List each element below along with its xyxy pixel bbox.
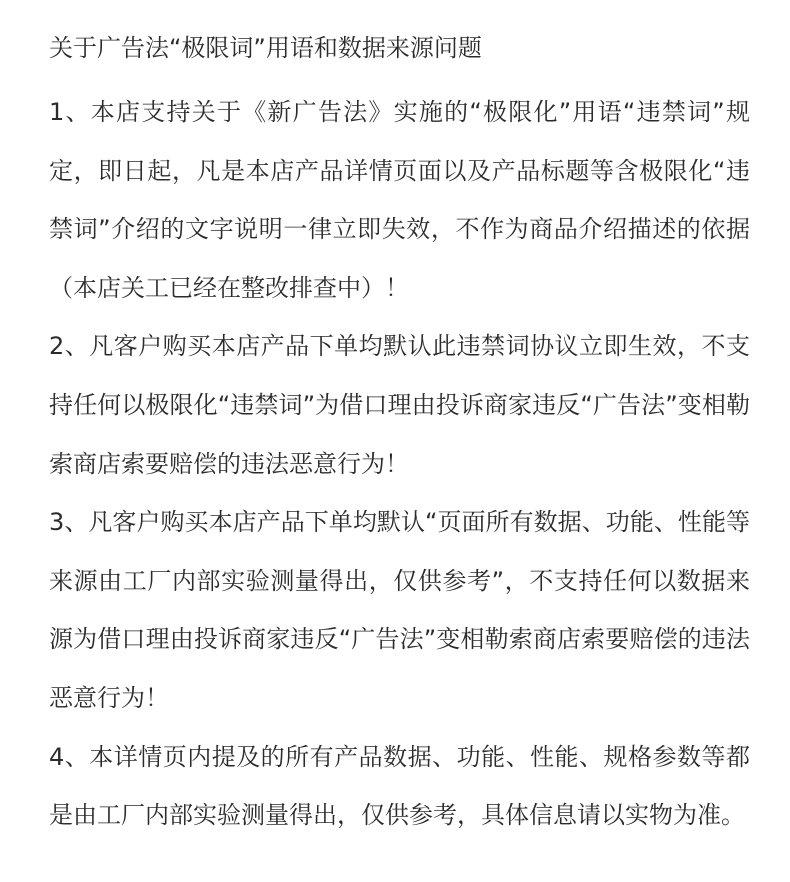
clause-3: 3、凡客户购买本店产品下单均默认“页面所有数据、功能、性能等来源由工厂内部实验测量得出，仅供参考”，不支持任何以数据来源为借口理由投诉商家违反“广告法”变相勒索商店索要赔偿的违法恶意行为！ — [49, 508, 750, 712]
clause-4: 4、本详情页内提及的所有产品数据、功能、性能、规格参数等都是由工厂内部实验测量得出，仅供参考，具体信息请以实物为准。 — [49, 742, 750, 830]
clause-2: 2、凡客户购买本店产品下单均默认此违禁词协议立即生效，不支持任何以极限化“违禁词”为借口理由投诉商家违反“广告法”变相勒索商店索要赔偿的违法恶意行为！ — [49, 332, 750, 478]
clause-list — [49, 83, 750, 845]
clause-1: 1、本店支持关于《新广告法》实施的“极限化”用语“违禁词”规定，即日起，凡是本店产品详情页面以及产品标题等含极限化“违禁词”介绍的文字说明一律立即失效，不作为商品介绍描述的依据（本店关工已经在整改排查中）！ — [49, 98, 750, 302]
notice-title: 关于广告法“极限词”用语和数据来源问题 — [49, 34, 482, 62]
